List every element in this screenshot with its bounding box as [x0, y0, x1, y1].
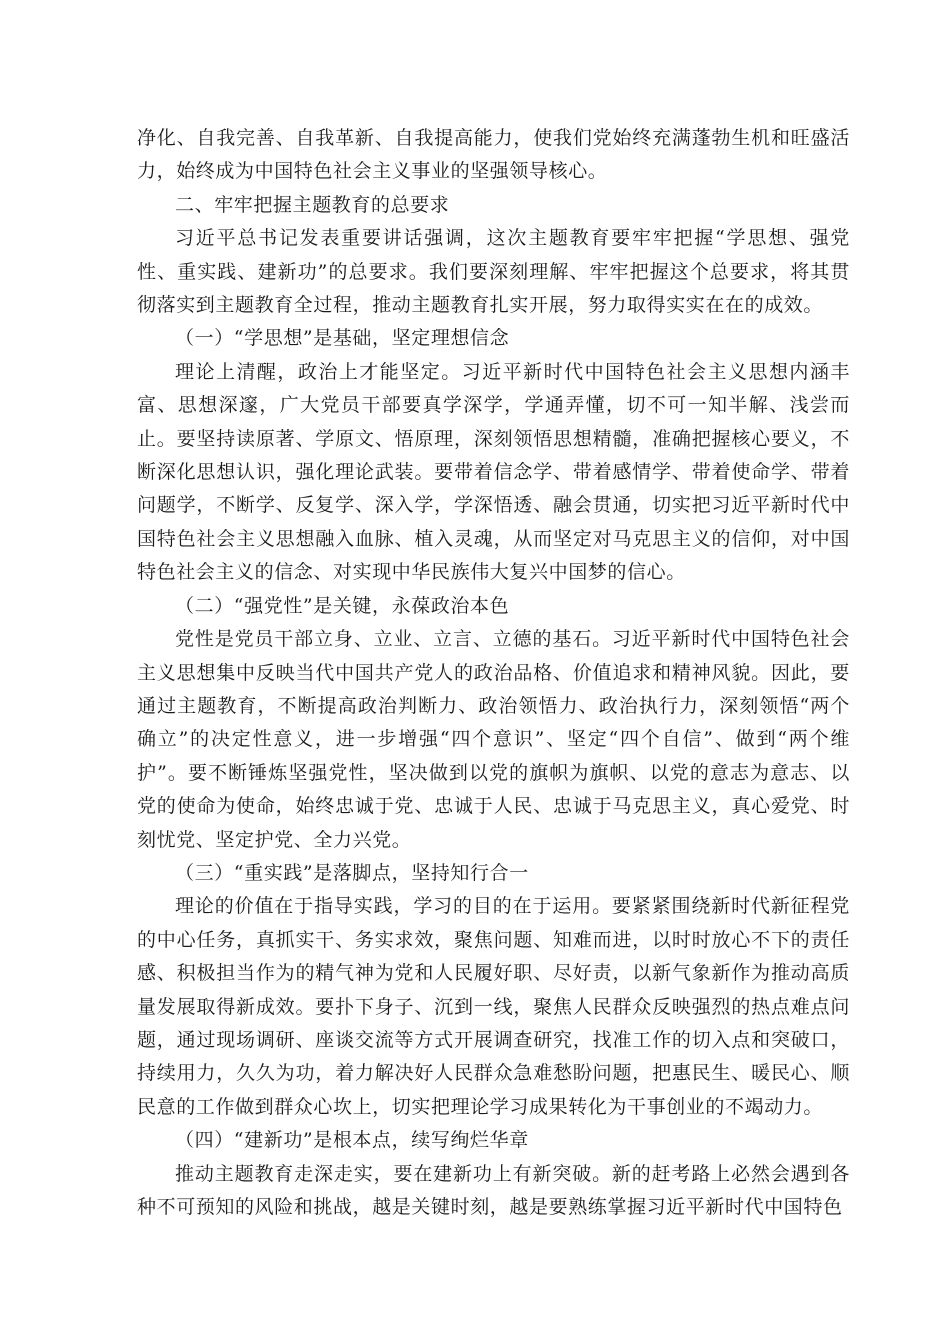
paragraph: 习近平总书记发表重要讲话强调，这次主题教育要牢牢把握“学思想、强党性、重实践、建新功”的总要求。我们要深刻理解、牢牢把握这个总要求，将其贯彻落实到主题教育全过程，推动主题教育扎实开展，努力取得实实在在的成效。: [137, 227, 850, 317]
subsection-heading: （三）“重实践”是落脚点，坚持知行合一: [175, 861, 529, 884]
section-heading: 二、牢牢把握主题教育的总要求: [175, 193, 450, 216]
subsection-heading: （二）“强党性”是关键，永葆政治本色: [175, 594, 510, 617]
subsection-heading: （四）“建新功”是根本点，续写绚烂华章: [175, 1129, 529, 1152]
paragraph-continuation: 净化、自我完善、自我革新、自我提高能力，使我们党始终充满蓬勃生机和旺盛活力，始终成为中国特色社会主义事业的坚强领导核心。: [137, 127, 850, 183]
paragraph: 推动主题教育走深走实，要在建新功上有新突破。新的赶考路上必然会遇到各种不可预知的风险和挑战，越是关键时刻，越是要熟练掌握习近平新时代中国特色: [137, 1162, 850, 1218]
paragraph: 党性是党员干部立身、立业、立言、立德的基石。习近平新时代中国特色社会主义思想集中反映当代中国共产党人的政治品格、价值追求和精神风貌。因此，要通过主题教育，不断提高政治判断力、政治领悟力、政治执行力，深刻领悟“两个确立”的决定性意义，进一步增强“四个意识”、坚定“四个自信”、做到“两个维护”。要不断锤炼坚强党性，坚决做到以党的旗帜为旗帜、以党的意志为意志、以党的使命为使命，始终忠诚于党、忠诚于人民、忠诚于马克思主义，真心爱党、时刻忧党、坚定护党、全力兴党。: [137, 628, 850, 851]
paragraph: 理论上清醒，政治上才能坚定。习近平新时代中国特色社会主义思想内涵丰富、思想深邃，广大党员干部要真学深学，学通弄懂，切不可一知半解、浅尝而止。要坚持读原著、学原文、悟原理，深刻领悟思想精髓，准确把握核心要义，不断深化思想认识，强化理论武装。要带着信念学、带着感情学、带着使命学、带着问题学，不断学、反复学、深入学，学深悟透、融会贯通，切实把习近平新时代中国特色社会主义思想融入血脉、植入灵魂，从而坚定对马克思主义的信仰，对中国特色社会主义的信念、对实现中华民族伟大复兴中国梦的信心。: [137, 360, 850, 584]
document-body: [137, 122, 850, 1224]
paragraph: 理论的价值在于指导实践，学习的目的在于运用。要紧紧围绕新时代新征程党的中心任务，真抓实干、务实求效，聚焦问题、知难而进，以时时放心不下的责任感、积极担当作为的精气神为党和人民履好职、尽好责，以新气象新作为推动高质量发展取得新成效。要扑下身子、沉到一线，聚焦人民群众反映强烈的热点难点问题，通过现场调研、座谈交流等方式开展调查研究，找准工作的切入点和突破口，持续用力，久久为功，着力解决好人民群众急难愁盼问题，把惠民生、暖民心、顺民意的工作做到群众心坎上，切实把理论学习成果转化为干事创业的不竭动力。: [137, 895, 850, 1118]
subsection-heading: （一）“学思想”是基础，坚定理想信念: [175, 327, 510, 350]
